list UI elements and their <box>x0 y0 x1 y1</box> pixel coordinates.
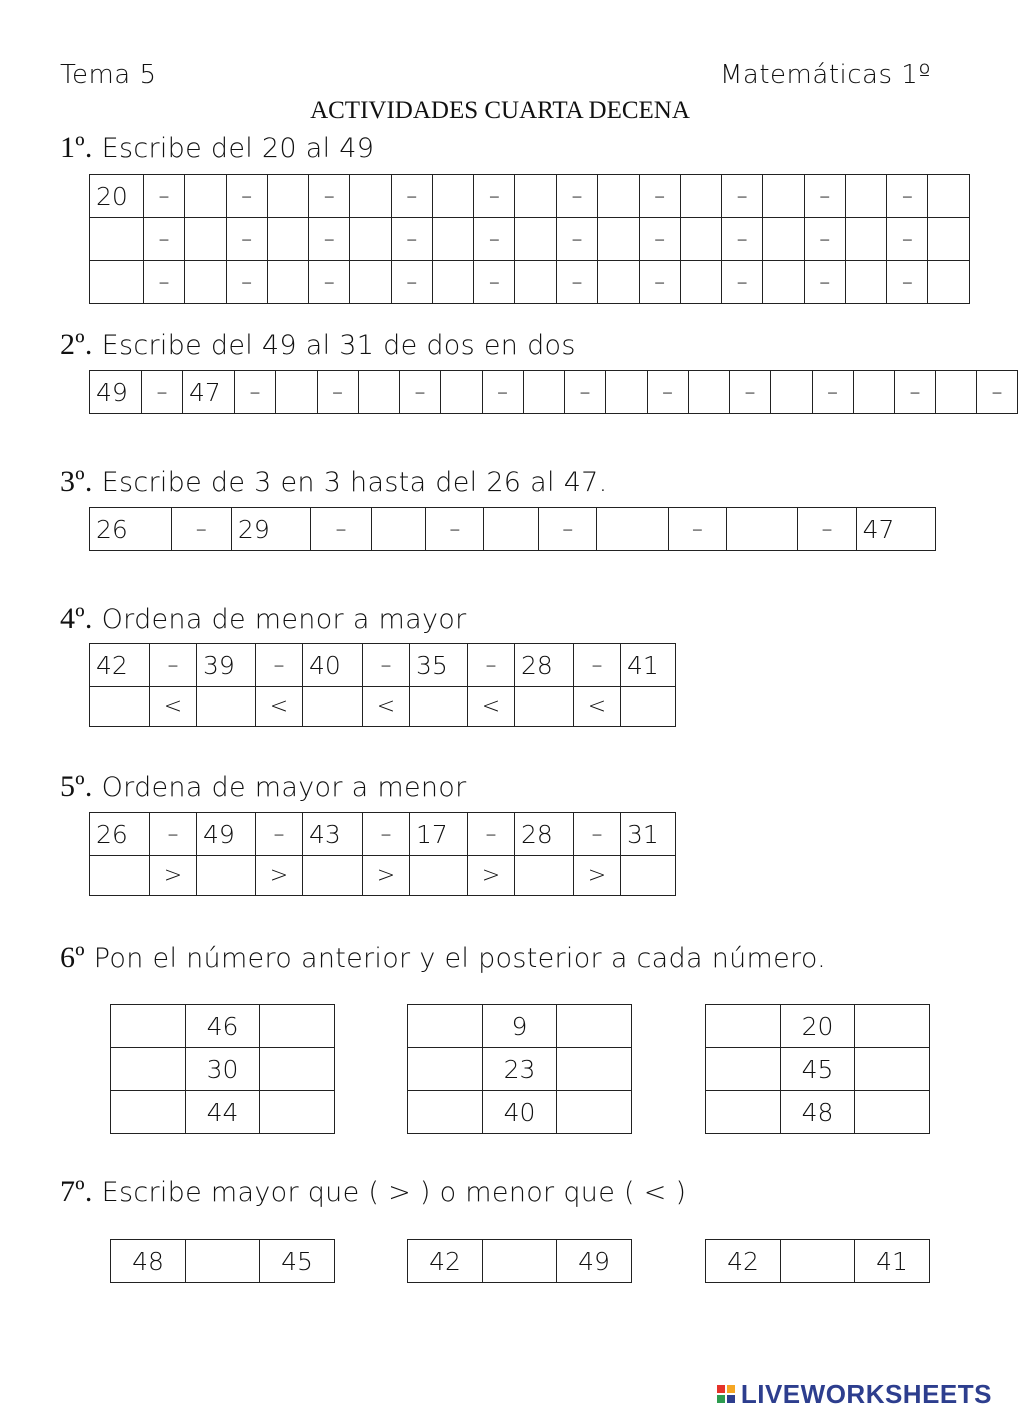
answer-input[interactable] <box>350 226 391 254</box>
answer-input[interactable] <box>185 269 226 297</box>
given-number: 46 <box>186 1005 260 1048</box>
dash-separator: – <box>574 644 621 687</box>
dash-separator: – <box>226 218 267 261</box>
dash-separator: – <box>804 261 845 304</box>
answer-input[interactable] <box>763 269 804 297</box>
answer-input[interactable] <box>706 1099 780 1127</box>
question-3-number: 3º. <box>60 465 93 498</box>
answer-cell[interactable] <box>350 175 392 218</box>
answer-input[interactable] <box>433 183 474 211</box>
answer-cell[interactable] <box>621 687 676 727</box>
answer-input[interactable] <box>268 226 309 254</box>
given-number: 17 <box>410 813 468 856</box>
answer-input[interactable] <box>515 183 556 211</box>
dash-separator: – <box>150 644 197 687</box>
answer-cell[interactable] <box>185 261 227 304</box>
given-number: 43 <box>303 813 363 856</box>
given-number: 9 <box>483 1005 557 1048</box>
question-3-grid <box>89 507 936 551</box>
answer-input[interactable] <box>260 1099 334 1127</box>
dash-separator: – <box>539 508 597 551</box>
given-number: 35 <box>410 644 468 687</box>
answer-input[interactable] <box>408 1013 482 1041</box>
answer-input[interactable] <box>441 379 482 407</box>
given-number: 39 <box>197 644 256 687</box>
question-2-number: 2º. <box>60 328 93 361</box>
question-6-grid-1 <box>110 1004 335 1134</box>
dash-separator: – <box>887 218 928 261</box>
dash-separator: – <box>887 175 928 218</box>
answer-cell[interactable] <box>763 261 805 304</box>
dash-separator: – <box>482 371 523 414</box>
answer-input[interactable] <box>606 379 647 407</box>
answer-input[interactable] <box>928 269 969 297</box>
answer-cell[interactable] <box>410 687 468 727</box>
given-number: 49 <box>557 1240 632 1283</box>
dash-separator: – <box>256 813 303 856</box>
answer-input[interactable] <box>557 1099 631 1127</box>
answer-input[interactable] <box>303 862 362 890</box>
given-number: 45 <box>260 1240 335 1283</box>
given-number: 48 <box>111 1240 186 1283</box>
dash-separator: – <box>639 218 680 261</box>
answer-input[interactable] <box>846 183 887 211</box>
answer-cell[interactable] <box>350 261 392 304</box>
liveworksheets-mark-icon <box>717 1385 735 1403</box>
answer-cell[interactable] <box>197 687 256 727</box>
answer-input[interactable] <box>936 379 976 407</box>
answer-cell[interactable] <box>111 1048 186 1091</box>
answer-input[interactable] <box>111 1099 185 1127</box>
answer-cell[interactable] <box>186 1240 260 1283</box>
question-2-label <box>60 328 576 362</box>
comparison-symbol: < <box>468 687 515 727</box>
answer-input[interactable] <box>350 269 391 297</box>
dash-separator: – <box>668 508 726 551</box>
answer-input[interactable] <box>854 379 895 407</box>
answer-cell[interactable] <box>706 1048 781 1091</box>
given-number: 47 <box>183 371 235 414</box>
dash-separator: – <box>647 371 688 414</box>
question-4-label <box>60 602 467 636</box>
question-1-text: Escribe del 20 al 49 <box>101 133 375 164</box>
question-1-label <box>60 131 374 165</box>
answer-input[interactable] <box>350 183 391 211</box>
answer-input[interactable] <box>524 379 565 407</box>
answer-cell[interactable] <box>515 856 574 896</box>
dash-separator: – <box>556 218 597 261</box>
given-number: 26 <box>90 813 150 856</box>
dash-separator: – <box>426 508 484 551</box>
answer-cell[interactable] <box>523 371 565 414</box>
answer-cell[interactable] <box>606 371 648 414</box>
answer-cell[interactable] <box>726 508 798 551</box>
answer-cell[interactable] <box>484 508 539 551</box>
answer-cell[interactable] <box>432 218 474 261</box>
comparison-symbol: > <box>574 856 621 896</box>
answer-cell[interactable] <box>853 371 895 414</box>
answer-cell[interactable] <box>936 371 977 414</box>
answer-cell[interactable] <box>515 261 557 304</box>
dash-separator: – <box>144 175 185 218</box>
answer-cell[interactable] <box>597 175 639 218</box>
given-number: 41 <box>621 644 676 687</box>
answer-input[interactable] <box>781 1248 854 1276</box>
given-number: 42 <box>90 644 150 687</box>
dash-separator: – <box>144 261 185 304</box>
dash-separator: – <box>474 261 515 304</box>
answer-cell[interactable] <box>303 856 363 896</box>
answer-input[interactable] <box>515 269 556 297</box>
answer-cell[interactable] <box>845 218 887 261</box>
question-7-grid-3 <box>705 1239 930 1283</box>
dash-separator: – <box>468 813 515 856</box>
dash-separator: – <box>317 371 358 414</box>
answer-cell[interactable] <box>515 218 557 261</box>
dash-separator: – <box>144 218 185 261</box>
answer-cell[interactable] <box>90 687 150 727</box>
question-3-text: Escribe de 3 en 3 hasta del 26 al 47. <box>101 467 608 498</box>
answer-cell[interactable] <box>688 371 730 414</box>
answer-input[interactable] <box>598 269 639 297</box>
given-number: 28 <box>515 644 574 687</box>
answer-input[interactable] <box>268 183 309 211</box>
question-5-text: Ordena de mayor a menor <box>101 772 467 803</box>
question-4-text: Ordena de menor a mayor <box>101 604 467 635</box>
given-number: 20 <box>781 1005 855 1048</box>
answer-cell[interactable] <box>763 218 805 261</box>
dash-separator: – <box>804 175 845 218</box>
answer-input[interactable] <box>597 516 668 544</box>
answer-input[interactable] <box>408 1099 482 1127</box>
answer-cell[interactable] <box>408 1091 483 1134</box>
answer-cell[interactable] <box>185 218 227 261</box>
answer-input[interactable] <box>303 693 362 721</box>
answer-input[interactable] <box>483 1248 556 1276</box>
given-number: 42 <box>408 1240 483 1283</box>
answer-input[interactable] <box>185 183 226 211</box>
given-number: 41 <box>855 1240 930 1283</box>
dash-separator: – <box>309 218 350 261</box>
question-6-text: Pon el número anterior y el posterior a cada número. <box>93 943 827 974</box>
question-5-grid <box>89 812 676 896</box>
answer-cell[interactable] <box>303 687 363 727</box>
given-number: 44 <box>186 1091 260 1134</box>
answer-input[interactable] <box>855 1013 929 1041</box>
answer-cell[interactable] <box>90 261 144 304</box>
comparison-symbol: > <box>256 856 303 896</box>
answer-cell[interactable] <box>855 1005 930 1048</box>
answer-input[interactable] <box>260 1013 334 1041</box>
answer-input[interactable] <box>410 862 467 890</box>
comparison-symbol: > <box>363 856 410 896</box>
dash-separator: – <box>150 813 197 856</box>
answer-input[interactable] <box>260 1056 334 1084</box>
answer-input[interactable] <box>598 226 639 254</box>
answer-input[interactable] <box>598 183 639 211</box>
answer-cell[interactable] <box>557 1048 632 1091</box>
dash-separator: – <box>363 813 410 856</box>
answer-input[interactable] <box>372 516 426 544</box>
given-number: 45 <box>781 1048 855 1091</box>
comparison-symbol: < <box>574 687 621 727</box>
answer-input[interactable] <box>681 226 722 254</box>
dash-separator: – <box>391 175 432 218</box>
answer-cell[interactable] <box>515 687 574 727</box>
question-4-number: 4º. <box>60 602 93 635</box>
answer-cell[interactable] <box>276 371 318 414</box>
answer-cell[interactable] <box>185 175 227 218</box>
answer-input[interactable] <box>276 379 317 407</box>
answer-cell[interactable] <box>111 1091 186 1134</box>
comparison-symbol: < <box>256 687 303 727</box>
dash-separator: – <box>556 175 597 218</box>
answer-cell[interactable] <box>855 1048 930 1091</box>
answer-input[interactable] <box>763 183 804 211</box>
answer-input[interactable] <box>90 226 143 254</box>
question-7-grid-1 <box>110 1239 335 1283</box>
page-title: ACTIVIDADES CUARTA DECENA <box>310 97 690 124</box>
question-4-grid <box>89 643 676 727</box>
comparison-symbol: > <box>150 856 197 896</box>
answer-cell[interactable] <box>781 1240 855 1283</box>
answer-cell[interactable] <box>260 1048 335 1091</box>
dash-separator: – <box>804 218 845 261</box>
dash-separator: – <box>142 371 183 414</box>
dash-separator: – <box>639 175 680 218</box>
answer-input[interactable] <box>846 269 887 297</box>
answer-input[interactable] <box>515 693 573 721</box>
answer-cell[interactable] <box>408 1048 483 1091</box>
dash-separator: – <box>226 175 267 218</box>
answer-input[interactable] <box>90 269 143 297</box>
dash-separator: – <box>171 508 231 551</box>
answer-cell[interactable] <box>680 175 722 218</box>
answer-input[interactable] <box>681 269 722 297</box>
answer-input[interactable] <box>621 693 675 721</box>
question-6-number: 6º <box>60 941 85 974</box>
answer-input[interactable] <box>928 226 969 254</box>
dash-separator: – <box>391 218 432 261</box>
dash-separator: – <box>556 261 597 304</box>
given-number: 49 <box>90 371 142 414</box>
given-number: 23 <box>483 1048 557 1091</box>
answer-input[interactable] <box>855 1056 929 1084</box>
given-number: 28 <box>515 813 574 856</box>
given-number: 49 <box>197 813 256 856</box>
answer-cell[interactable] <box>350 218 392 261</box>
dash-separator: – <box>311 508 371 551</box>
header-subject: Matemáticas 1º <box>720 60 932 90</box>
question-2-grid <box>89 370 1018 414</box>
answer-input[interactable] <box>111 1013 185 1041</box>
answer-cell[interactable] <box>680 218 722 261</box>
answer-cell[interactable] <box>928 175 970 218</box>
given-number: 42 <box>706 1240 781 1283</box>
answer-input[interactable] <box>557 1056 631 1084</box>
answer-cell[interactable] <box>928 261 970 304</box>
answer-cell[interactable] <box>706 1091 781 1134</box>
question-6-grid-2 <box>407 1004 632 1134</box>
answer-cell[interactable] <box>557 1091 632 1134</box>
answer-input[interactable] <box>727 516 798 544</box>
answer-cell[interactable] <box>483 1240 557 1283</box>
answer-cell[interactable] <box>432 261 474 304</box>
dash-separator: – <box>474 218 515 261</box>
dash-separator: – <box>400 371 441 414</box>
dash-separator: – <box>235 371 276 414</box>
question-6-label <box>60 941 826 975</box>
given-number: 40 <box>303 644 363 687</box>
given-number: 40 <box>483 1091 557 1134</box>
answer-input[interactable] <box>621 862 675 890</box>
dash-separator: – <box>309 261 350 304</box>
answer-input[interactable] <box>763 226 804 254</box>
liveworksheets-logo <box>717 1379 992 1409</box>
question-7-text: Escribe mayor que ( > ) o menor que ( < ) <box>101 1177 687 1208</box>
answer-cell[interactable] <box>197 856 256 896</box>
given-number: 30 <box>186 1048 260 1091</box>
answer-input[interactable] <box>855 1099 929 1127</box>
dash-separator: – <box>722 218 763 261</box>
question-3-label <box>60 465 608 499</box>
answer-cell[interactable] <box>267 175 309 218</box>
dash-separator: – <box>977 371 1018 414</box>
answer-input[interactable] <box>268 269 309 297</box>
answer-input[interactable] <box>515 226 556 254</box>
question-1-number: 1º. <box>60 131 93 164</box>
comparison-symbol: < <box>150 687 197 727</box>
given-number: 26 <box>90 508 172 551</box>
answer-input[interactable] <box>90 693 149 721</box>
answer-cell[interactable] <box>706 1005 781 1048</box>
answer-input[interactable] <box>557 1013 631 1041</box>
answer-cell[interactable] <box>90 856 150 896</box>
answer-cell[interactable] <box>410 856 468 896</box>
answer-cell[interactable] <box>680 261 722 304</box>
given-number: 31 <box>621 813 676 856</box>
answer-cell[interactable] <box>432 175 474 218</box>
start-number: 20 <box>90 175 144 218</box>
question-5-label <box>60 770 467 804</box>
answer-cell[interactable] <box>597 508 669 551</box>
comparison-symbol: > <box>468 856 515 896</box>
answer-cell[interactable] <box>597 218 639 261</box>
dash-separator: – <box>226 261 267 304</box>
answer-cell[interactable] <box>763 175 805 218</box>
answer-input[interactable] <box>484 516 538 544</box>
given-number: 29 <box>231 508 310 551</box>
header-topic: Tema 5 <box>60 60 157 90</box>
answer-cell[interactable] <box>267 218 309 261</box>
dash-separator: – <box>363 644 410 687</box>
dash-separator: – <box>309 175 350 218</box>
dash-separator: – <box>722 261 763 304</box>
question-5-number: 5º. <box>60 770 93 803</box>
answer-cell[interactable] <box>845 175 887 218</box>
dash-separator: – <box>565 371 606 414</box>
answer-cell[interactable] <box>845 261 887 304</box>
dash-separator: – <box>812 371 853 414</box>
answer-input[interactable] <box>90 862 149 890</box>
answer-cell[interactable] <box>441 371 483 414</box>
question-1-grid <box>89 174 970 304</box>
answer-input[interactable] <box>515 862 573 890</box>
answer-input[interactable] <box>706 1056 780 1084</box>
answer-input[interactable] <box>928 183 969 211</box>
dash-separator: – <box>391 261 432 304</box>
answer-input[interactable] <box>197 693 255 721</box>
given-number: 48 <box>781 1091 855 1134</box>
dash-separator: – <box>639 261 680 304</box>
dash-separator: – <box>887 261 928 304</box>
answer-input[interactable] <box>689 379 730 407</box>
answer-input[interactable] <box>111 1056 185 1084</box>
answer-cell[interactable] <box>111 1005 186 1048</box>
dash-separator: – <box>574 813 621 856</box>
answer-cell[interactable] <box>771 371 813 414</box>
dash-separator: – <box>474 175 515 218</box>
comparison-symbol: < <box>363 687 410 727</box>
answer-input[interactable] <box>359 379 400 407</box>
given-number: 47 <box>856 508 935 551</box>
answer-input[interactable] <box>706 1013 780 1041</box>
dash-separator: – <box>798 508 856 551</box>
answer-cell[interactable] <box>408 1005 483 1048</box>
answer-cell[interactable] <box>597 261 639 304</box>
answer-input[interactable] <box>410 693 467 721</box>
answer-input[interactable] <box>408 1056 482 1084</box>
answer-cell[interactable] <box>267 261 309 304</box>
answer-cell[interactable] <box>621 856 676 896</box>
answer-cell[interactable] <box>358 371 400 414</box>
answer-cell[interactable] <box>515 175 557 218</box>
answer-cell[interactable] <box>260 1091 335 1134</box>
question-6-grid-3 <box>705 1004 930 1134</box>
question-7-grid-2 <box>407 1239 632 1283</box>
answer-input[interactable] <box>433 226 474 254</box>
question-7-label <box>60 1175 686 1209</box>
dash-separator: – <box>730 371 771 414</box>
dash-separator: – <box>468 644 515 687</box>
question-7-number: 7º. <box>60 1175 93 1208</box>
question-2-text: Escribe del 49 al 31 de dos en dos <box>101 330 576 361</box>
dash-separator: – <box>256 644 303 687</box>
answer-input[interactable] <box>681 183 722 211</box>
answer-cell[interactable] <box>855 1091 930 1134</box>
dash-separator: – <box>895 371 936 414</box>
brand-name: LIVEWORKSHEETS <box>740 1378 992 1409</box>
answer-input[interactable] <box>186 1248 259 1276</box>
dash-separator: – <box>722 175 763 218</box>
answer-cell[interactable] <box>90 218 144 261</box>
answer-input[interactable] <box>771 379 812 407</box>
answer-cell[interactable] <box>928 218 970 261</box>
answer-cell[interactable] <box>260 1005 335 1048</box>
answer-input[interactable] <box>185 226 226 254</box>
answer-input[interactable] <box>433 269 474 297</box>
answer-input[interactable] <box>846 226 887 254</box>
answer-cell[interactable] <box>371 508 426 551</box>
answer-cell[interactable] <box>557 1005 632 1048</box>
answer-input[interactable] <box>197 862 255 890</box>
